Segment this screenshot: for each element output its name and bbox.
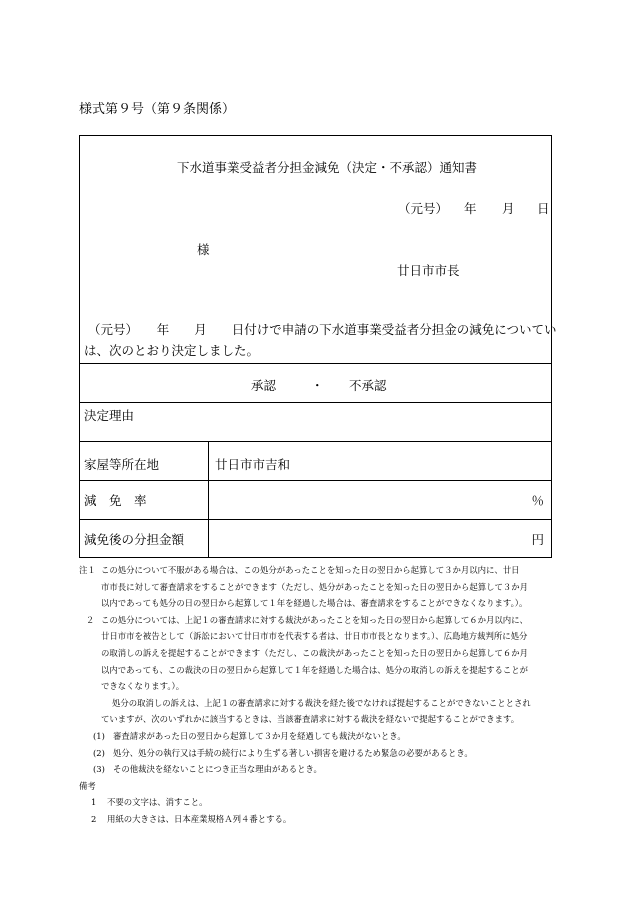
note-2-marker: ２ [85, 614, 95, 625]
note-paragraph-line2: ていますが、次のいずれかに該当するときは、当該審査請求に対する裁決を経ないで提起することができます。 [101, 714, 520, 725]
note-item-2-text: 処分、処分の執行又は手続の続行により生ずる著しい損害を避けるため緊急の必要があるとき。 [113, 747, 473, 758]
addressee-suffix: 様 [197, 242, 210, 257]
body-text-line2: は、次のとおり決定しました。 [84, 343, 260, 358]
date-month: 月 [502, 201, 515, 216]
divider-address [80, 441, 551, 442]
remark-1-marker: 1 [91, 797, 97, 808]
note-paragraph [79, 695, 557, 728]
rate-label: 減 免 率 [84, 493, 147, 508]
remark-1-text: 不要の文字は、消すこと。 [107, 797, 208, 808]
table-column-divider [208, 441, 209, 557]
remark-2 [79, 811, 557, 828]
note-2-line1: この処分については、上記１の審査請求に対する裁決があったことを知った日の翌日から起算して６か月以内に、 [101, 614, 528, 625]
address-label: 家屋等所在地 [84, 457, 160, 472]
decision-reject: 不承認 [349, 378, 387, 393]
amount-label: 減免後の分担金額 [84, 532, 185, 547]
note-item-1-text: 審査請求があった日の翌日から起算して３か月を経過しても裁決がないとき。 [113, 730, 406, 741]
note-2-line2: 廿日市市を被告として（訴訟において廿日市市を代表する者は、廿日市市長となります。）、広島地方裁判所に処分 [101, 631, 528, 642]
decision-approve: 承認 [251, 378, 277, 393]
note-item-3-marker: (3) [93, 764, 105, 775]
body-text-line1: （元号） 年 月 日付けで申請の下水道事業受益者分担金の減免についてい [88, 322, 557, 337]
remarks-heading: 備考 [79, 780, 96, 791]
note-2-line4: 以内であっても、この裁決の日の翌日から起算して１年を経過した場合は、処分の取消しの訴えを提起することが [101, 664, 529, 675]
date-year: 年 [464, 201, 477, 216]
date-era: （元号） [398, 201, 449, 216]
note-paragraph-line1: 処分の取消しの訴えは、上記１の審査請求に対する裁決を経た後でなければ提起することができないこととされ [112, 697, 531, 708]
note-1-marker: 注１ [79, 565, 96, 575]
remark-2-text: 用紙の大きさは、日本産業規格Ａ列４番とする。 [107, 813, 292, 824]
divider-reason [80, 402, 551, 403]
note-item-2 [79, 745, 557, 762]
amount-unit: 円 [531, 532, 544, 547]
note-1-line3: 以内であっても処分の日の翌日から起算して１年を経過した場合は、審査請求をすることができなくなります。）。 [101, 598, 528, 609]
note-1 [79, 562, 557, 612]
divider-decision [80, 363, 551, 364]
reason-label: 決定理由 [84, 408, 135, 423]
note-2-line3: の取消しの訴えを提起することができます（ただし、この裁決があったことを知った日の翌日から起算して６か月 [101, 647, 529, 658]
remark-1 [79, 794, 557, 811]
note-item-1 [79, 728, 557, 745]
note-2 [79, 612, 557, 695]
note-2-line5: できなくなります。）。 [101, 681, 185, 692]
note-item-1-marker: (1) [93, 730, 105, 741]
divider-rate [80, 480, 551, 481]
date-day: 日 [537, 201, 550, 216]
notice-form [79, 135, 557, 558]
note-1-line1: この処分について不服がある場合は、この処分があったことを知った日の翌日から起算して３か月以内に、廿日 [101, 565, 520, 575]
note-item-2-marker: (2) [93, 747, 105, 758]
note-item-3 [79, 761, 557, 778]
note-item-3-text: その他裁決を経ないことにつき正当な理由があるとき。 [113, 764, 322, 775]
notes-section [79, 562, 557, 828]
document-title: 下水道事業受益者分担金減免（決定・不承認）通知書 [177, 160, 478, 175]
address-value: 廿日市市吉和 [215, 457, 291, 472]
rate-unit: ％ [531, 493, 544, 508]
remark-2-marker: 2 [91, 813, 97, 824]
decision-separator: ・ [311, 378, 324, 393]
note-1-line2: 市市長に対して審査請求をすることができます（ただし、処分があったことを知った日の翌日から起算して３か月 [101, 581, 529, 592]
form-number-label: 様式第９号（第９条関係） [79, 102, 236, 117]
divider-amount [80, 519, 551, 520]
issuer-name: 廿日市市長 [397, 263, 460, 278]
